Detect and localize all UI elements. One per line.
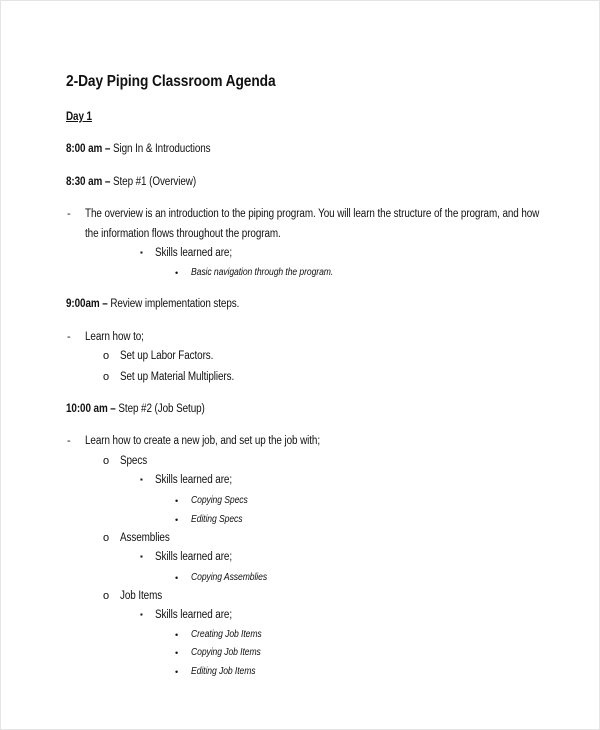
dash-bullet-icon: -	[67, 208, 71, 220]
agenda-list-item: Copying Job Items	[191, 647, 261, 658]
agenda-list-item: Skills learned are;	[155, 247, 232, 259]
circle-bullet-icon: o	[103, 350, 110, 362]
agenda-list-item: Skills learned are;	[155, 551, 232, 563]
agenda-list-item: Learn how to;	[85, 331, 144, 343]
dot-bullet-icon: •	[175, 496, 179, 506]
agenda-list-item: Specs	[120, 455, 148, 467]
agenda-list-item: Skills learned are;	[155, 474, 232, 486]
dot-bullet-icon: •	[175, 630, 179, 640]
dot-bullet-icon: •	[175, 268, 179, 278]
document-title: 2-Day Piping Classroom Agenda	[66, 73, 276, 90]
circle-bullet-icon: o	[103, 371, 110, 383]
entry-description: Step #1 (Overview)	[110, 176, 197, 188]
square-bullet-icon: ▪	[140, 610, 143, 619]
time-label: 8:30 am –	[66, 176, 111, 188]
agenda-list-item: Set up Material Multipliers.	[120, 371, 235, 383]
dot-bullet-icon: •	[175, 573, 179, 583]
circle-bullet-icon: o	[103, 455, 110, 467]
agenda-list-item: Copying Specs	[191, 495, 248, 506]
dot-bullet-icon: •	[175, 667, 179, 677]
entry-description: Sign In & Introductions	[110, 143, 211, 155]
agenda-list-item: the information flows throughout the program.	[85, 228, 281, 240]
circle-bullet-icon: o	[103, 532, 110, 544]
entry-description: Review implementation steps.	[107, 298, 240, 310]
agenda-time-entry	[66, 175, 196, 189]
square-bullet-icon: ▪	[140, 552, 143, 561]
dash-bullet-icon: -	[67, 435, 71, 447]
agenda-list-item: The overview is an introduction to the piping program. You will learn the structure of the program, and how	[85, 208, 540, 220]
agenda-list-item: Creating Job Items	[191, 629, 262, 640]
agenda-list-item: Copying Assemblies	[191, 572, 268, 583]
agenda-list-item: Skills learned are;	[155, 609, 232, 621]
agenda-list-item: Set up Labor Factors.	[120, 350, 214, 362]
agenda-list-item: Basic navigation through the program.	[191, 267, 334, 278]
agenda-time-entry	[66, 402, 205, 416]
dash-bullet-icon: -	[67, 331, 71, 343]
agenda-list-item: Learn how to create a new job, and set up the job with;	[85, 435, 320, 447]
agenda-list-item: Editing Specs	[191, 514, 243, 525]
agenda-time-entry	[66, 142, 211, 156]
time-label: 8:00 am –	[66, 143, 111, 155]
agenda-time-entry	[66, 297, 239, 311]
agenda-list-item: Editing Job Items	[191, 666, 256, 677]
agenda-list-item: Job Items	[120, 590, 163, 602]
agenda-list-item: Assemblies	[120, 532, 170, 544]
dot-bullet-icon: •	[175, 648, 179, 658]
square-bullet-icon: ▪	[140, 248, 143, 257]
day-heading: Day 1	[66, 111, 92, 123]
square-bullet-icon: ▪	[140, 475, 143, 484]
circle-bullet-icon: o	[103, 590, 110, 602]
entry-description: Step #2 (Job Setup)	[115, 403, 205, 415]
dot-bullet-icon: •	[175, 515, 179, 525]
time-label: 10:00 am –	[66, 403, 116, 415]
time-label: 9:00am –	[66, 298, 108, 310]
